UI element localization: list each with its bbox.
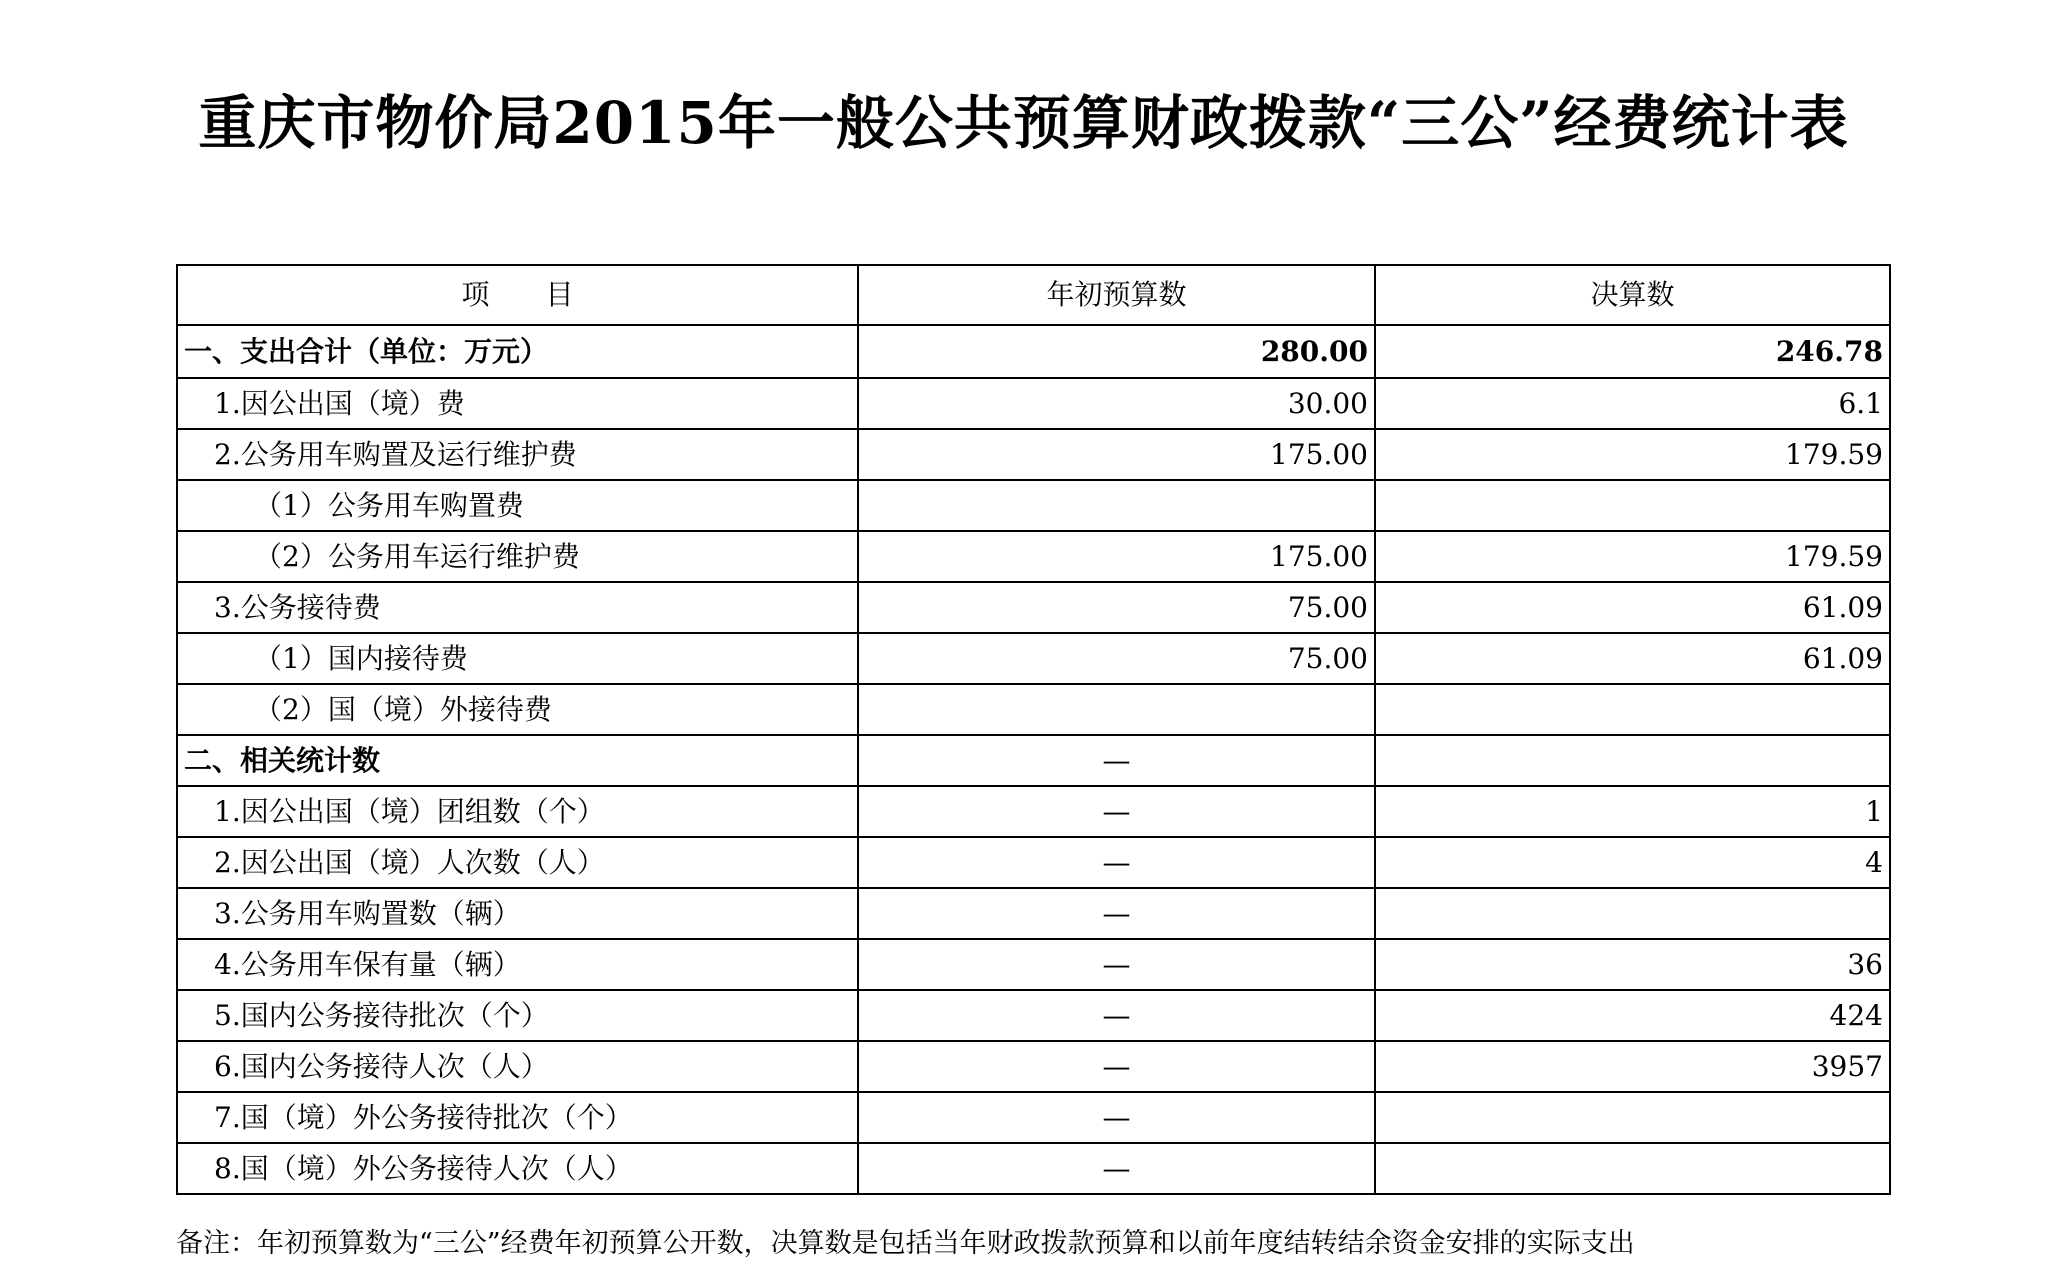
- row-final: 179.59: [1375, 531, 1890, 582]
- row-final: 36: [1375, 939, 1890, 990]
- table-row: [177, 990, 1890, 1041]
- table-row: [177, 480, 1890, 531]
- row-final: [1375, 1092, 1890, 1143]
- row-label: 二、相关统计数: [177, 735, 858, 786]
- table-row: [177, 633, 1890, 684]
- row-final: 424: [1375, 990, 1890, 1041]
- row-budget: —: [858, 888, 1375, 939]
- row-label: 一、支出合计（单位：万元）: [177, 325, 858, 378]
- footnote: 备注：年初预算数为“三公”经费年初预算公开数，决算数是包括当年财政拨款预算和以前年度结转结余资金安排的实际支出: [176, 1228, 1635, 1259]
- row-label: 4.公务用车保有量（辆）: [177, 939, 858, 990]
- row-label: （2）公务用车运行维护费: [177, 531, 858, 582]
- row-budget: [858, 684, 1375, 735]
- table-row: [177, 429, 1890, 480]
- row-budget: —: [858, 786, 1375, 837]
- row-budget: —: [858, 1041, 1375, 1092]
- table-row: [177, 378, 1890, 429]
- row-label: 2.因公出国（境）人次数（人）: [177, 837, 858, 888]
- row-budget: 175.00: [858, 429, 1375, 480]
- table-header-row: [177, 265, 1890, 325]
- row-final: [1375, 735, 1890, 786]
- row-label: 2.公务用车购置及运行维护费: [177, 429, 858, 480]
- row-label: 3.公务接待费: [177, 582, 858, 633]
- row-final: 3957: [1375, 1041, 1890, 1092]
- row-label: 7.国（境）外公务接待批次（个）: [177, 1092, 858, 1143]
- table-row: [177, 735, 1890, 786]
- row-budget: —: [858, 837, 1375, 888]
- row-label: （1）国内接待费: [177, 633, 858, 684]
- row-final: [1375, 480, 1890, 531]
- expense-table: [176, 264, 1891, 1195]
- row-label: （1）公务用车购置费: [177, 480, 858, 531]
- row-budget: —: [858, 990, 1375, 1041]
- row-final: 246.78: [1375, 325, 1890, 378]
- row-final: 1: [1375, 786, 1890, 837]
- header-item: 项 目: [177, 265, 858, 325]
- row-budget: —: [858, 939, 1375, 990]
- table-row: [177, 582, 1890, 633]
- row-label: 6.国内公务接待人次（人）: [177, 1041, 858, 1092]
- table-row: [177, 1041, 1890, 1092]
- row-label: 3.公务用车购置数（辆）: [177, 888, 858, 939]
- row-final: 4: [1375, 837, 1890, 888]
- table-row: [177, 684, 1890, 735]
- table-row: [177, 888, 1890, 939]
- header-budget: 年初预算数: [858, 265, 1375, 325]
- row-budget: —: [858, 1092, 1375, 1143]
- document-title: 重庆市物价局2015年一般公共预算财政拨款“三公”经费统计表: [198, 89, 1849, 157]
- row-budget: 30.00: [858, 378, 1375, 429]
- row-budget: —: [858, 735, 1375, 786]
- row-budget: [858, 480, 1375, 531]
- row-budget: 280.00: [858, 325, 1375, 378]
- header-final: 决算数: [1375, 265, 1890, 325]
- row-final: [1375, 1143, 1890, 1194]
- row-final: [1375, 684, 1890, 735]
- table-row: [177, 1143, 1890, 1194]
- table-row: [177, 325, 1890, 378]
- row-label: 1.因公出国（境）团组数（个）: [177, 786, 858, 837]
- row-label: （2）国（境）外接待费: [177, 684, 858, 735]
- row-label: 8.国（境）外公务接待人次（人）: [177, 1143, 858, 1194]
- table-row: [177, 531, 1890, 582]
- row-budget: 75.00: [858, 633, 1375, 684]
- row-final: [1375, 888, 1890, 939]
- row-budget: 175.00: [858, 531, 1375, 582]
- table-row: [177, 786, 1890, 837]
- row-final: 179.59: [1375, 429, 1890, 480]
- row-budget: 75.00: [858, 582, 1375, 633]
- table-row: [177, 1092, 1890, 1143]
- table-row: [177, 939, 1890, 990]
- row-budget: —: [858, 1143, 1375, 1194]
- row-final: 61.09: [1375, 582, 1890, 633]
- row-final: 6.1: [1375, 378, 1890, 429]
- row-label: 1.因公出国（境）费: [177, 378, 858, 429]
- row-label: 5.国内公务接待批次（个）: [177, 990, 858, 1041]
- row-final: 61.09: [1375, 633, 1890, 684]
- table-row: [177, 837, 1890, 888]
